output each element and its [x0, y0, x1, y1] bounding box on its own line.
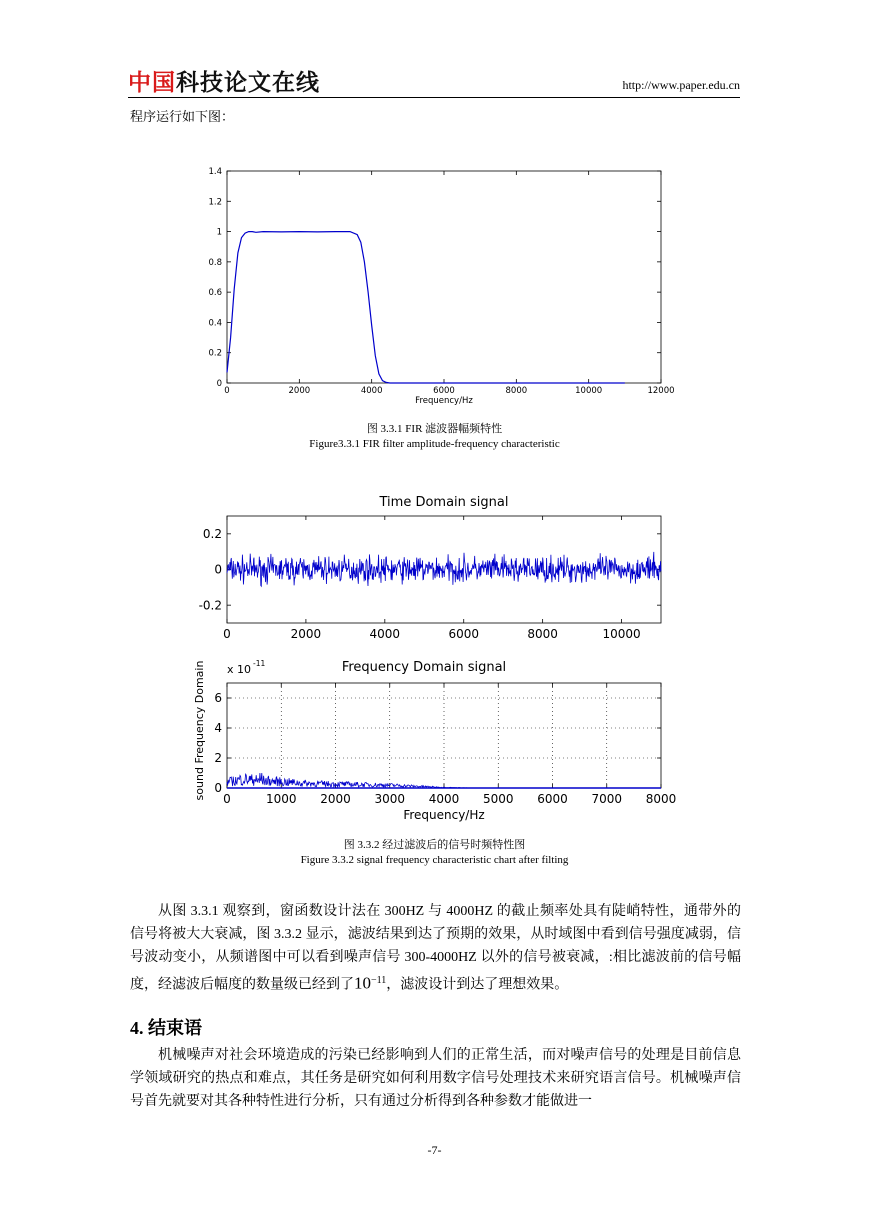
x-tick-label: 7000	[591, 792, 623, 806]
x-tick-label: 8000	[505, 386, 528, 396]
magnitude-base: 10	[354, 973, 371, 993]
conclusion-text: 机械噪声对社会环境造成的污染已经影响到人们的正常生活，而对噪声信号的处理是目前信息学领域研究的热点和难点，其任务是研究如何利用数字信号处理技术来研究语言信号。机械噪声信号首先就要对其各种特性进行分析，只有通过分析得到各种参数才能做进一	[130, 1048, 741, 1109]
conclusion-paragraph	[130, 1044, 741, 1113]
fir-amplitude-chart	[190, 160, 690, 410]
exponent-label: x 10	[227, 663, 252, 676]
x-tick-label: 4000	[428, 792, 460, 806]
y-tick-label: 1.4	[208, 166, 222, 177]
x-tick-label: 6000	[448, 627, 480, 641]
x-tick-label: 12000	[647, 386, 675, 396]
x-tick-label: 4000	[360, 386, 383, 396]
y-tick-label: 0.6	[208, 288, 222, 299]
intro-text: 程序运行如下图：	[130, 110, 235, 125]
y-tick-label: 0.8	[208, 257, 222, 268]
header-url: http://www.paper.edu.cn	[622, 78, 740, 92]
frequency-x-label: Frequency/Hz	[403, 808, 485, 822]
y-tick-label: 6	[214, 691, 222, 706]
y-tick-label: 4	[214, 721, 222, 736]
figure2-caption	[0, 838, 869, 868]
y-tick-label: 0.4	[208, 318, 222, 329]
logo-black-text: 科技论文在线	[176, 70, 320, 96]
x-tick-label: 10000	[602, 627, 641, 641]
page-number: -7-	[427, 1143, 442, 1157]
y-tick-label: 1.2	[208, 197, 222, 208]
x-tick-label: 0	[223, 627, 231, 641]
figure1-caption-en: Figure3.3.1 FIR filter amplitude-frequency characteristic	[309, 438, 560, 450]
header-rule	[128, 97, 740, 98]
y-tick-label: 0.2	[202, 527, 222, 542]
exponent-value: -11	[253, 659, 266, 668]
time-signal-trace	[227, 552, 661, 586]
x-tick-label: 5000	[482, 792, 514, 806]
x-tick-label: 2000	[290, 627, 322, 641]
figure2-caption-cn: 图 3.3.2 经过滤波后的信号时频特性图	[343, 839, 526, 851]
y-tick-label: 0	[214, 781, 222, 796]
logo-red-text: 中国	[128, 70, 176, 96]
y-tick-label: 1	[216, 227, 222, 238]
x-tick-label: 1000	[265, 792, 297, 806]
y-tick-label: 0	[216, 378, 222, 389]
x-tick-label: 3000	[374, 792, 406, 806]
magnitude-exponent: −11	[371, 975, 387, 986]
discussion-paragraph	[130, 900, 741, 997]
y-tick-label: 0.2	[208, 348, 222, 359]
amplitude-line	[227, 232, 625, 383]
x-tick-label: 0	[224, 386, 230, 396]
x-axis-label: Frequency/Hz	[415, 396, 473, 406]
x-tick-label: 6000	[537, 792, 568, 806]
section-title: 4. 结束语	[130, 1018, 202, 1038]
x-tick-label: 6000	[433, 386, 455, 396]
x-tick-label: 2000	[288, 386, 311, 396]
frequency-chart-title: Frequency Domain signal	[341, 660, 507, 675]
journal-logo	[128, 70, 320, 96]
discussion-text-end: ，滤波设计到达了理想效果。	[386, 977, 569, 993]
y-tick-label: 0	[214, 562, 222, 577]
figure1-caption-cn: 图 3.3.1 FIR 滤波器幅频特性	[366, 423, 503, 435]
y-tick-label: 2	[214, 751, 222, 766]
plot-frame	[227, 171, 661, 383]
plot-frame	[227, 516, 661, 623]
page-header	[128, 70, 740, 98]
x-tick-label: 2000	[320, 792, 351, 806]
time-chart-title: Time Domain signal	[379, 495, 509, 510]
discussion-text: 从图 3.3.1 观察到，窗函数设计法在 300HZ 与 4000HZ 的截止频率处具有陡峭特性，通带外的信号将被大大衰减，图 3.3.2 显示，滤波结果到达了预期的效果，从时域图中看到信号强度减弱，信号波动变小，从频谱图中可以看到噪声信号 300-4000HZ 以外的信号被衰减，:相比滤波前的信号幅度，经滤波后幅度的数量级已经到了	[130, 904, 741, 993]
x-tick-label: 10000	[575, 386, 603, 396]
y-tick-label: -0.2	[198, 598, 222, 613]
x-tick-label: 0	[223, 792, 231, 806]
x-tick-label: 4000	[369, 627, 401, 641]
time-frequency-chart	[185, 485, 685, 830]
x-tick-label: 8000	[527, 627, 558, 641]
figure2-caption-en: Figure 3.3.2 signal frequency characteristic chart after filting	[300, 854, 569, 866]
figure1-caption	[0, 422, 869, 452]
frequency-y-label: sound Frequency Domain	[193, 660, 206, 801]
x-tick-label: 8000	[645, 792, 677, 806]
